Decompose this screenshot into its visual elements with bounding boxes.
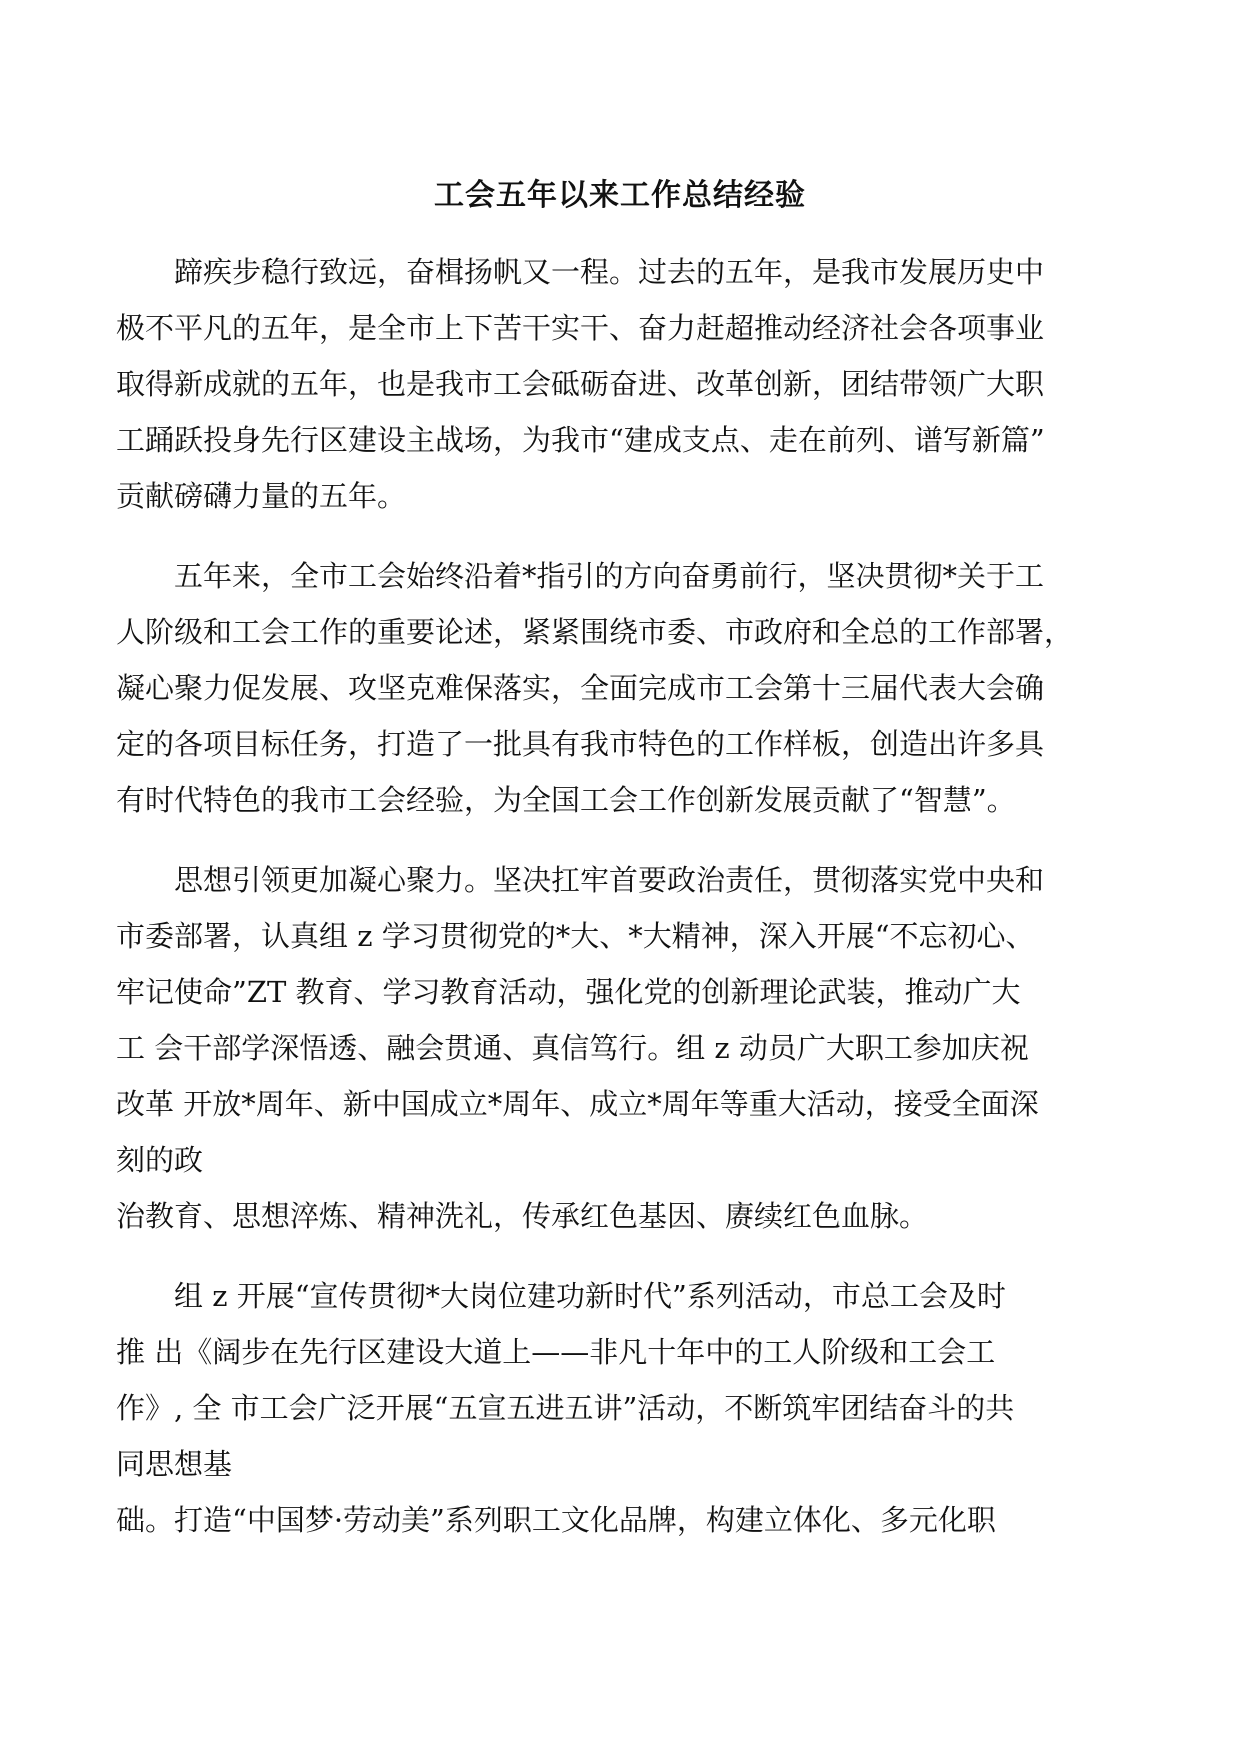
- paragraph-line: 作》, 全 市工会广泛开展“五宣五进五讲”活动，不断筑牢团结奋斗的共: [116, 1391, 1015, 1425]
- document-title: 工会五年以来工作总结经验: [434, 178, 806, 213]
- paragraph-line: 凝心聚力促发展、攻坚克难保落实，全面完成市工会第十三届代表大会确: [116, 671, 1045, 705]
- paragraph-line: 市委部署，认真组 z 学习贯彻党的*大、*大精神，深入开展“不忘初心、: [116, 919, 1035, 953]
- paragraph-spacer: [116, 828, 1126, 852]
- paragraph-line: 五年来，全市工会始终沿着*指引的方向奋勇前行，坚决贯彻*关于工: [174, 559, 1045, 593]
- paragraph-4: [116, 1268, 1126, 1548]
- paragraph-3: [116, 852, 1126, 1244]
- paragraph-spacer: [116, 1244, 1126, 1268]
- paragraph-line: 极不平凡的五年，是全市上下苦干实干、奋力赶超推动经济社会各项事业: [116, 311, 1045, 345]
- paragraph-line: 组 z 开展“宣传贯彻*大岗位建功新时代”系列活动，市总工会及时: [174, 1279, 1006, 1313]
- paragraph-2: [116, 548, 1126, 828]
- paragraph-line: 有时代特色的我市工会经验，为全国工会工作创新发展贡献了“智慧”。: [116, 783, 1016, 817]
- paragraph-line: 思想引领更加凝心聚力。坚决扛牢首要政治责任，贯彻落实党中央和: [174, 863, 1045, 897]
- paragraph-1: [116, 244, 1126, 524]
- paragraph-line: 牢记使命”ZT 教育、学习教育活动，强化党的创新理论武装，推动广大: [116, 975, 1021, 1009]
- paragraph-line: 取得新成就的五年，也是我市工会砥砺奋进、改革创新，团结带领广大职: [116, 367, 1045, 401]
- paragraph-spacer: [116, 524, 1126, 548]
- paragraph-line: 蹄疾步稳行致远，奋楫扬帆又一程。过去的五年，是我市发展历史中: [174, 255, 1045, 289]
- paragraph-line: 推 出《阔步在先行区建设大道上——非凡十年中的工人阶级和工会工: [116, 1335, 996, 1369]
- paragraph-line: 贡献磅礴力量的五年。: [116, 479, 407, 513]
- document-body: [116, 244, 1126, 1548]
- paragraph-line: 工踊跃投身先行区建设主战场，为我市“建成支点、走在前列、谱写新篇”: [116, 423, 1045, 457]
- paragraph-line: 人阶级和工会工作的重要论述，紧紧围绕市委、市政府和全总的工作部署，: [116, 615, 1074, 649]
- paragraph-line: 工 会干部学深悟透、融会贯通、真信笃行。组 z 动员广大职工参加庆祝: [116, 1031, 1029, 1065]
- paragraph-line: 治教育、思想淬炼、精神洗礼，传承红色基因、赓续红色血脉。: [116, 1199, 929, 1233]
- paragraph-line: 刻的政: [116, 1143, 204, 1177]
- paragraph-line: 改革 开放*周年、新中国成立*周年、成立*周年等重大活动，接受全面深: [116, 1087, 1039, 1121]
- paragraph-line: 同思想基: [116, 1447, 233, 1481]
- paragraph-line: 础。打造“中国梦·劳动美”系列职工文化品牌，构建立体化、多元化职: [116, 1503, 996, 1537]
- paragraph-line: 定的各项目标任务，打造了一批具有我市特色的工作样板，创造出许多具: [116, 727, 1045, 761]
